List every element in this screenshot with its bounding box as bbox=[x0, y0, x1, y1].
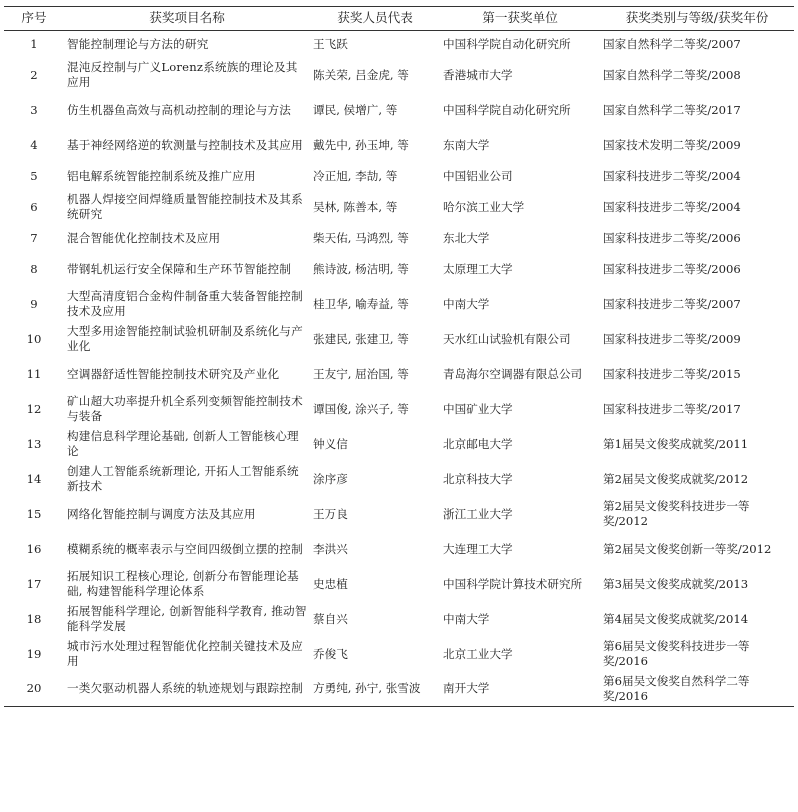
cell-num: 2 bbox=[30, 67, 38, 82]
header-unit: 第一获奖单位 bbox=[440, 7, 600, 31]
cell-award: 国家自然科学二等奖/2017 bbox=[603, 102, 741, 117]
cell-project: 拓展知识工程核心理论, 创新分布智能理论基础, 构建智能科学理论体系 bbox=[67, 569, 299, 598]
header-row bbox=[4, 7, 794, 31]
cell-award: 国家科技进步二等奖/2017 bbox=[603, 401, 741, 416]
cell-award: 第1届吴文俊奖成就奖/2011 bbox=[603, 436, 749, 451]
table-row bbox=[4, 497, 794, 532]
cell-num: 18 bbox=[26, 611, 42, 626]
cell-project: 智能控制理论与方法的研究 bbox=[67, 36, 209, 51]
cell-people: 蔡自兴 bbox=[313, 611, 348, 626]
table-row bbox=[4, 637, 794, 672]
cell-project: 铝电解系统智能控制系统及推广应用 bbox=[67, 168, 256, 183]
table-row bbox=[4, 672, 794, 707]
cell-project: 大型多用途智能控制试验机研制及系统化与产业化 bbox=[67, 324, 303, 353]
cell-award: 第4届吴文俊奖成就奖/2014 bbox=[603, 611, 749, 626]
cell-unit: 中国科学院自动化研究所 bbox=[443, 102, 571, 117]
cell-unit: 中国科学院计算技术研究所 bbox=[443, 576, 583, 591]
cell-people: 谭国俊, 涂兴子, 等 bbox=[313, 401, 409, 416]
cell-people: 桂卫华, 喻寿益, 等 bbox=[313, 296, 409, 311]
cell-project: 大型高清度铝合金构件制备重大装备智能控制技术及应用 bbox=[67, 289, 303, 318]
cell-num: 4 bbox=[30, 137, 38, 152]
cell-unit: 南开大学 bbox=[440, 672, 600, 707]
cell-people: 吴林, 陈善本, 等 bbox=[313, 199, 398, 214]
cell-unit: 中南大学 bbox=[443, 296, 490, 311]
cell-num: 12 bbox=[26, 401, 42, 416]
cell-num: 17 bbox=[26, 576, 42, 591]
cell-num: 19 bbox=[26, 646, 42, 661]
table-row bbox=[4, 252, 794, 287]
cell-project: 创建人工智能系统新理论, 开拓人工智能系统新技术 bbox=[67, 464, 299, 493]
cell-unit: 天水红山试验机有限公司 bbox=[443, 331, 571, 346]
table-row bbox=[4, 532, 794, 567]
cell-people: 王飞跃 bbox=[313, 36, 348, 51]
cell-project: 网络化智能控制与调度方法及其应用 bbox=[67, 506, 256, 521]
cell-project: 城市污水处理过程智能优化控制关键技术及应用 bbox=[67, 639, 303, 668]
cell-unit: 大连理工大学 bbox=[443, 541, 513, 556]
cell-unit: 哈尔滨工业大学 bbox=[443, 199, 525, 214]
table-row bbox=[4, 58, 794, 93]
header-award: 获奖类别与等级/获奖年份 bbox=[600, 7, 794, 31]
cell-project: 构建信息科学理论基础, 创新人工智能核心理论 bbox=[67, 429, 299, 458]
table-row bbox=[4, 357, 794, 392]
cell-people: 王友宁, 屈治国, 等 bbox=[313, 366, 409, 381]
cell-num: 14 bbox=[26, 471, 42, 486]
awards-table bbox=[4, 6, 794, 707]
cell-people: 冷正旭, 李劼, 等 bbox=[313, 168, 398, 183]
cell-people: 方勇纯, 孙宁, 张雪波 bbox=[310, 672, 440, 707]
cell-award: 第2届吴文俊奖科技进步一等奖/2012 bbox=[603, 499, 750, 528]
header-people: 获奖人员代表 bbox=[310, 7, 440, 31]
cell-award: 第2届吴文俊奖创新一等奖/2012 bbox=[603, 541, 772, 556]
table-row bbox=[4, 427, 794, 462]
cell-award: 国家技术发明二等奖/2009 bbox=[603, 137, 741, 152]
cell-project: 拓展智能科学理论, 创新智能科学教育, 推动智能科学发展 bbox=[67, 604, 307, 633]
cell-project: 一类欠驱动机器人系统的轨迹规划与跟踪控制 bbox=[64, 672, 310, 707]
table-row bbox=[4, 163, 794, 190]
cell-project: 空调器舒适性智能控制技术研究及产业化 bbox=[67, 366, 280, 381]
cell-people: 柴天佑, 马鸿烈, 等 bbox=[313, 230, 409, 245]
cell-award: 国家科技进步二等奖/2004 bbox=[603, 168, 741, 183]
cell-people: 史忠植 bbox=[313, 576, 348, 591]
table-row bbox=[4, 93, 794, 128]
cell-people: 王万良 bbox=[313, 506, 348, 521]
cell-unit: 北京工业大学 bbox=[443, 646, 513, 661]
cell-award: 国家自然科学二等奖/2008 bbox=[603, 67, 741, 82]
cell-unit: 太原理工大学 bbox=[443, 261, 513, 276]
cell-project: 混合智能优化控制技术及应用 bbox=[67, 230, 221, 245]
cell-project: 仿生机器鱼高效与高机动控制的理论与方法 bbox=[67, 102, 292, 117]
cell-num: 16 bbox=[26, 541, 42, 556]
cell-num: 15 bbox=[26, 506, 42, 521]
cell-award: 第3届吴文俊奖成就奖/2013 bbox=[603, 576, 749, 591]
cell-unit: 中国科学院自动化研究所 bbox=[443, 36, 571, 51]
cell-people: 熊诗波, 杨洁明, 等 bbox=[313, 261, 409, 276]
cell-project: 机器人焊接空间焊缝质量智能控制技术及其系统研究 bbox=[67, 192, 303, 221]
cell-award: 国家科技进步二等奖/2006 bbox=[603, 230, 741, 245]
cell-unit: 东南大学 bbox=[443, 137, 490, 152]
cell-award: 国家自然科学二等奖/2007 bbox=[603, 36, 741, 51]
cell-award: 第6届吴文俊奖科技进步一等奖/2016 bbox=[603, 639, 750, 668]
cell-num: 10 bbox=[26, 331, 42, 346]
cell-num: 5 bbox=[30, 168, 38, 183]
cell-num: 9 bbox=[30, 296, 38, 311]
cell-award: 第2届吴文俊奖成就奖/2012 bbox=[603, 471, 749, 486]
header-num: 序号 bbox=[4, 7, 64, 31]
cell-unit: 中国铝业公司 bbox=[443, 168, 513, 183]
table-row bbox=[4, 392, 794, 427]
cell-award: 第6届吴文俊奖自然科学二等奖/2016 bbox=[600, 672, 794, 707]
cell-unit: 北京邮电大学 bbox=[443, 436, 513, 451]
cell-unit: 北京科技大学 bbox=[443, 471, 513, 486]
cell-num: 1 bbox=[30, 36, 38, 51]
cell-num: 11 bbox=[26, 366, 42, 381]
cell-unit: 青岛海尔空调器有限总公司 bbox=[443, 366, 583, 381]
cell-project: 带钢轧机运行安全保障和生产环节智能控制 bbox=[67, 261, 292, 276]
table-body bbox=[4, 31, 794, 707]
cell-num: 7 bbox=[30, 230, 38, 245]
table-row bbox=[4, 567, 794, 602]
cell-num: 20 bbox=[4, 672, 64, 707]
cell-people: 张建民, 张建卫, 等 bbox=[313, 331, 409, 346]
cell-unit: 香港城市大学 bbox=[443, 67, 513, 82]
table-row bbox=[4, 602, 794, 637]
cell-unit: 浙江工业大学 bbox=[443, 506, 513, 521]
header-project: 获奖项目名称 bbox=[64, 7, 310, 31]
cell-unit: 中南大学 bbox=[443, 611, 490, 626]
cell-people: 谭民, 侯增广, 等 bbox=[313, 102, 398, 117]
cell-award: 国家科技进步二等奖/2007 bbox=[603, 296, 741, 311]
cell-people: 钟义信 bbox=[313, 436, 348, 451]
cell-unit: 东北大学 bbox=[443, 230, 490, 245]
cell-num: 13 bbox=[26, 436, 42, 451]
cell-num: 3 bbox=[30, 102, 38, 117]
table-row bbox=[4, 190, 794, 225]
cell-project: 矿山超大功率提升机全系列变频智能控制技术与装备 bbox=[67, 394, 303, 423]
table-row bbox=[4, 225, 794, 252]
table-row bbox=[4, 287, 794, 322]
cell-award: 国家科技进步二等奖/2015 bbox=[603, 366, 741, 381]
cell-award: 国家科技进步二等奖/2009 bbox=[603, 331, 741, 346]
cell-project: 混沌反控制与广义Lorenz系统族的理论及其应用 bbox=[67, 60, 298, 89]
table-row bbox=[4, 31, 794, 58]
cell-people: 陈关荣, 吕金虎, 等 bbox=[313, 67, 409, 82]
table-row bbox=[4, 462, 794, 497]
cell-people: 乔俊飞 bbox=[313, 646, 348, 661]
cell-num: 8 bbox=[30, 261, 38, 276]
cell-people: 涂序彦 bbox=[313, 471, 348, 486]
cell-project: 模糊系统的概率表示与空间四级倒立摆的控制 bbox=[67, 541, 303, 556]
table-row bbox=[4, 322, 794, 357]
table-row bbox=[4, 128, 794, 163]
cell-num: 6 bbox=[30, 199, 38, 214]
cell-people: 戴先中, 孙玉坤, 等 bbox=[313, 137, 409, 152]
cell-project: 基于神经网络逆的软测量与控制技术及其应用 bbox=[67, 137, 303, 152]
cell-award: 国家科技进步二等奖/2006 bbox=[603, 261, 741, 276]
cell-award: 国家科技进步二等奖/2004 bbox=[603, 199, 741, 214]
cell-people: 李洪兴 bbox=[313, 541, 348, 556]
cell-unit: 中国矿业大学 bbox=[443, 401, 513, 416]
